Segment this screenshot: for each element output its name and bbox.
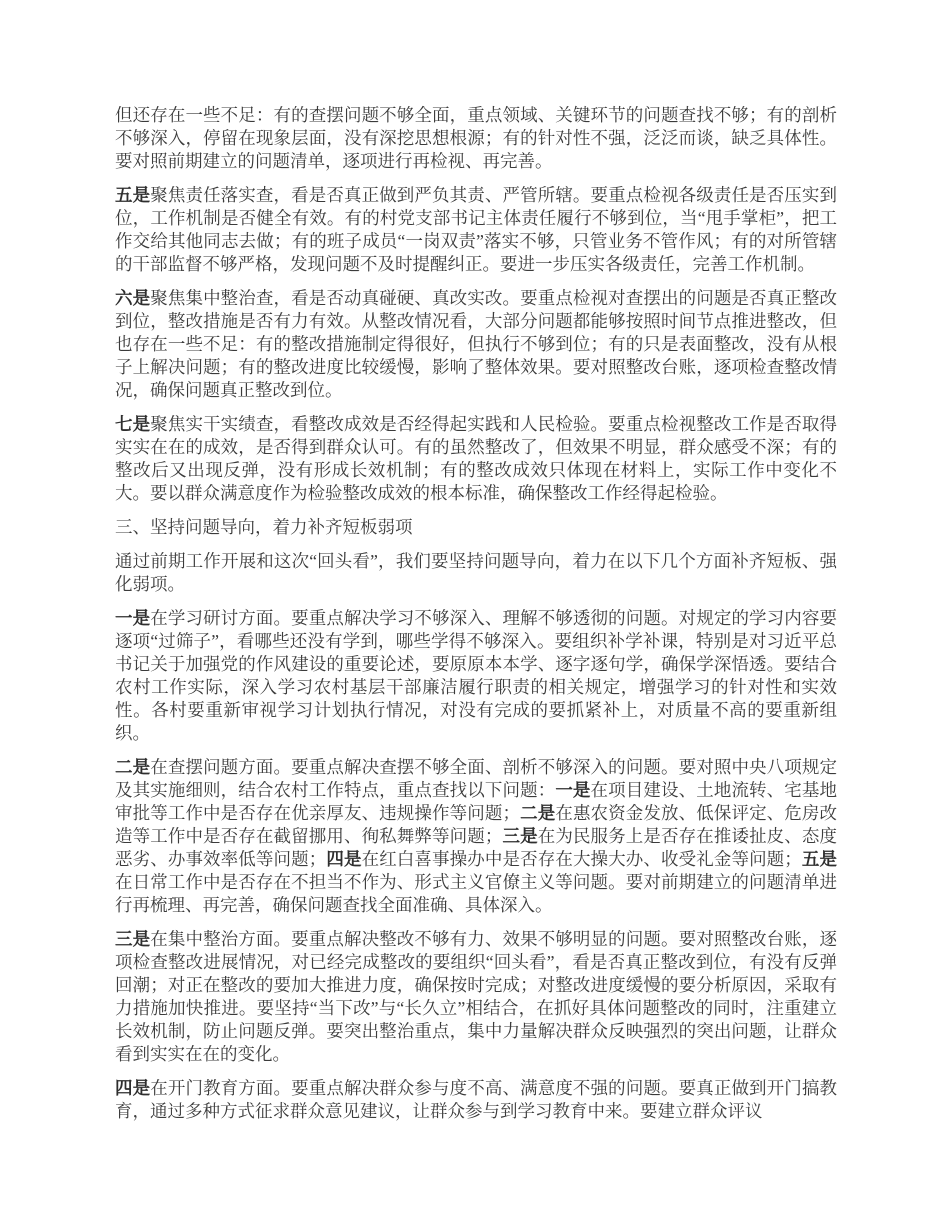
bold-text-run: 四是 (326, 849, 362, 869)
text-run: 在开门教育方面。要重点解决群众参与度不高、满意度不强的问题。要真正做到开门搞教育，通过多种方式征求群众意见建议，让群众参与到学习教育中来。要建立群众评议 (115, 1078, 838, 1121)
bold-text-run: 五是 (115, 185, 151, 205)
bold-text-run: 六是 (115, 288, 151, 308)
text-run: 在学习研讨方面。要重点解决学习不够深入、理解不够透彻的问题。对规定的学习内容要逐项“过筛子”，看哪些还没有学到，哪些学得不够深入。要组织补学补课，特别是对习近平总书记关于加强党的作风建设的重要论述，要原原本本学、逐字逐句学，确保学深悟透。要结合农村工作实际，深入学习农村基层干部廉洁履行职责的相关规定，增强学习的针对性和实效性。各村要重新审视学习计划执行情况，对没有完成的要抓紧补上，对质量不高的要重新组织。 (115, 608, 838, 743)
text-run: 聚焦责任落实查，看是否真正做到严负其责、严管所辖。要重点检视各级责任是否压实到位，工作机制是否健全有效。有的村党支部书记主体责任履行不够到位，当“甩手掌柜”，把工作交给其他同志去做；有的班子成员“一岗双责”落实不够，只管业务不管作风；有的对所管辖的干部监督不够严格，发现问题不及时提醒纠正。要进一步压实各级责任，完善工作机制。 (115, 185, 838, 274)
paragraph (115, 607, 837, 745)
bold-text-run: 二是 (519, 803, 556, 823)
text-run: 聚焦集中整治查，看是否动真碰硬、真改实改。要重点检视对查摆出的问题是否真正整改到位，整改措施是否有力有效。从整改情况看，大部分问题都能够按照时间节点推进整改，但也存在一些不足：有的整改措施制定得很好，但执行不够到位；有的只是表面整改，没有从根子上解决问题；有的整改进度比较缓慢，影响了整体效果。要对照整改台账，逐项检查整改情况，确保问题真正整改到位。 (115, 288, 838, 400)
text-run: 在项目建设、土地流转、宅基地审批等工作中是否存在优亲厚友、违规操作等问题； (115, 780, 838, 823)
bold-text-run: 三是 (502, 826, 538, 846)
bold-text-run: 五是 (801, 849, 838, 869)
paragraph (115, 756, 837, 917)
text-run: 三、坚持问题导向，着力补齐短板弱项 (115, 517, 413, 537)
text-run: 在惠农资金发放、低保评定、危房改造等工作中是否存在截留挪用、徇私舞弊等问题； (115, 803, 838, 846)
paragraph (115, 413, 837, 505)
paragraph (115, 287, 837, 402)
bold-text-run: 一是 (115, 608, 151, 628)
text-run: 聚焦实干实绩查，看整改成效是否经得起实践和人民检验。要重点检视整改工作是否取得实实在在的成效，是否得到群众认可。有的虽然整改了，但效果不明显，群众感受不深；有的整改后又出现反弹，没有形成长效机制；有的整改成效只体现在材料上，实际工作中变化不大。要以群众满意度作为检验整改成效的根本标准，确保整改工作经得起检验。 (115, 414, 838, 503)
text-run: 但还存在一些不足：有的查摆问题不够全面，重点领域、关键环节的问题查找不够；有的剖析不够深入，停留在现象层面，没有深挖思想根源；有的针对性不强，泛泛而谈，缺乏具体性。要对照前期建立的问题清单，逐项进行再检视、再完善。 (115, 105, 837, 171)
text-run: 在日常工作中是否存在不担当不作为、形式主义官僚主义等问题。要对前期建立的问题清单进行再梳理、再完善，确保问题查找全面准确、具体深入。 (115, 872, 837, 915)
paragraph (115, 550, 837, 596)
document-content (115, 104, 837, 1134)
paragraph (115, 1077, 837, 1123)
bold-text-run: 二是 (115, 757, 151, 777)
paragraph (115, 184, 837, 276)
bold-text-run: 一是 (555, 780, 591, 800)
bold-text-run: 七是 (115, 414, 151, 434)
bold-text-run: 三是 (115, 929, 151, 949)
section-heading (115, 516, 837, 539)
text-run: 在为民服务上是否存在推诿扯皮、态度恶劣、办事效率低等问题； (115, 826, 838, 869)
paragraph (115, 104, 837, 173)
text-run: 在集中整治方面。要重点解决整改不够有力、效果不够明显的问题。要对照整改台账，逐项检查整改进展情况，对已经完成整改的要组织“回头看”，看是否真正整改到位，有没有反弹回潮；对正在整改的要加大推进力度，确保按时完成；对整改进度缓慢的要分析原因，采取有力措施加快推进。要坚持“当下改”与“长久立”相结合，在抓好具体问题整改的同时，注重建立长效机制，防止问题反弹。要突出整治重点，集中力量解决群众反映强烈的突出问题，让群众看到实实在在的变化。 (115, 929, 838, 1064)
text-run: 在查摆问题方面。要重点解决查摆不够全面、剖析不够深入的问题。要对照中央八项规定及其实施细则，结合农村工作特点，重点查找以下问题： (115, 757, 838, 800)
bold-text-run: 四是 (115, 1078, 151, 1098)
text-run: 在红白喜事操办中是否存在大操大办、收受礼金等问题； (361, 849, 802, 869)
paragraph (115, 928, 837, 1066)
text-run: 通过前期工作开展和这次“回头看”，我们要坚持问题导向，着力在以下几个方面补齐短板、强化弱项。 (115, 551, 837, 594)
